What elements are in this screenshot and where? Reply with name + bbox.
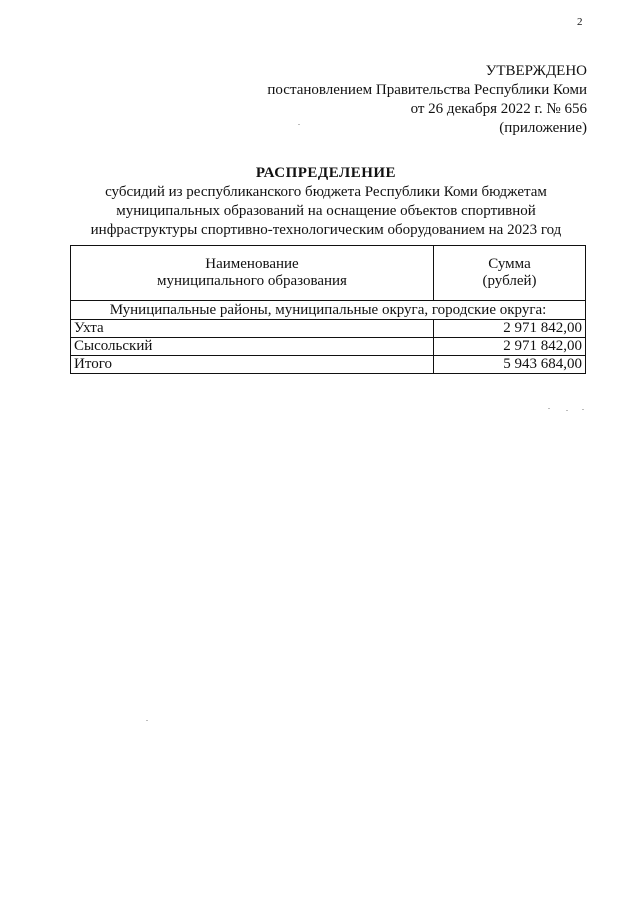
approval-title: УТВЕРЖДЕНО	[485, 63, 587, 79]
total-label: Итого	[71, 356, 434, 374]
municipality-name: Ухта	[71, 320, 434, 338]
document-heading	[70, 164, 582, 240]
page-number: 2	[577, 16, 583, 28]
subtitle-line: муниципальных образований на оснащение объектов спортивной	[116, 203, 536, 219]
subsidy-sum: 2 971 842,00	[434, 320, 586, 338]
scan-speck	[146, 720, 148, 721]
table-header-row	[71, 246, 586, 301]
approval-stamp-block	[267, 62, 587, 138]
column-header-name	[71, 246, 434, 301]
total-sum: 5 943 684,00	[434, 356, 586, 374]
column-header-sum	[434, 246, 586, 301]
scan-speck	[566, 410, 568, 411]
column-header-sum-line2: (рублей)	[482, 273, 537, 289]
table-total-row	[71, 356, 586, 374]
column-header-name-line1: Наименование	[205, 256, 299, 272]
table-row	[71, 338, 586, 356]
scan-speck	[548, 408, 550, 409]
approval-note: (приложение)	[499, 120, 587, 136]
municipality-name: Сысольский	[71, 338, 434, 356]
approval-authority: постановлением Правительства Республики Коми	[267, 82, 587, 98]
distribution-table	[70, 245, 586, 374]
approval-date: от 26 декабря 2022 г. № 656	[410, 101, 587, 117]
table-row	[71, 320, 586, 338]
subsidy-sum: 2 971 842,00	[434, 338, 586, 356]
scan-speck	[298, 124, 300, 125]
scan-speck	[582, 409, 584, 410]
column-header-sum-line1: Сумма	[488, 256, 531, 272]
document-title: РАСПРЕДЕЛЕНИЕ	[255, 165, 397, 181]
column-header-name-line2: муниципального образования	[157, 273, 347, 289]
table-section-row	[71, 301, 586, 320]
section-label: Муниципальные районы, муниципальные округа, городские округа:	[71, 301, 586, 320]
subtitle-line: субсидий из республиканского бюджета Республики Коми бюджетам	[105, 184, 547, 200]
subtitle-line: инфраструктуры спортивно-технологическим оборудованием на 2023 год	[90, 222, 562, 238]
document-subtitle	[70, 183, 582, 240]
